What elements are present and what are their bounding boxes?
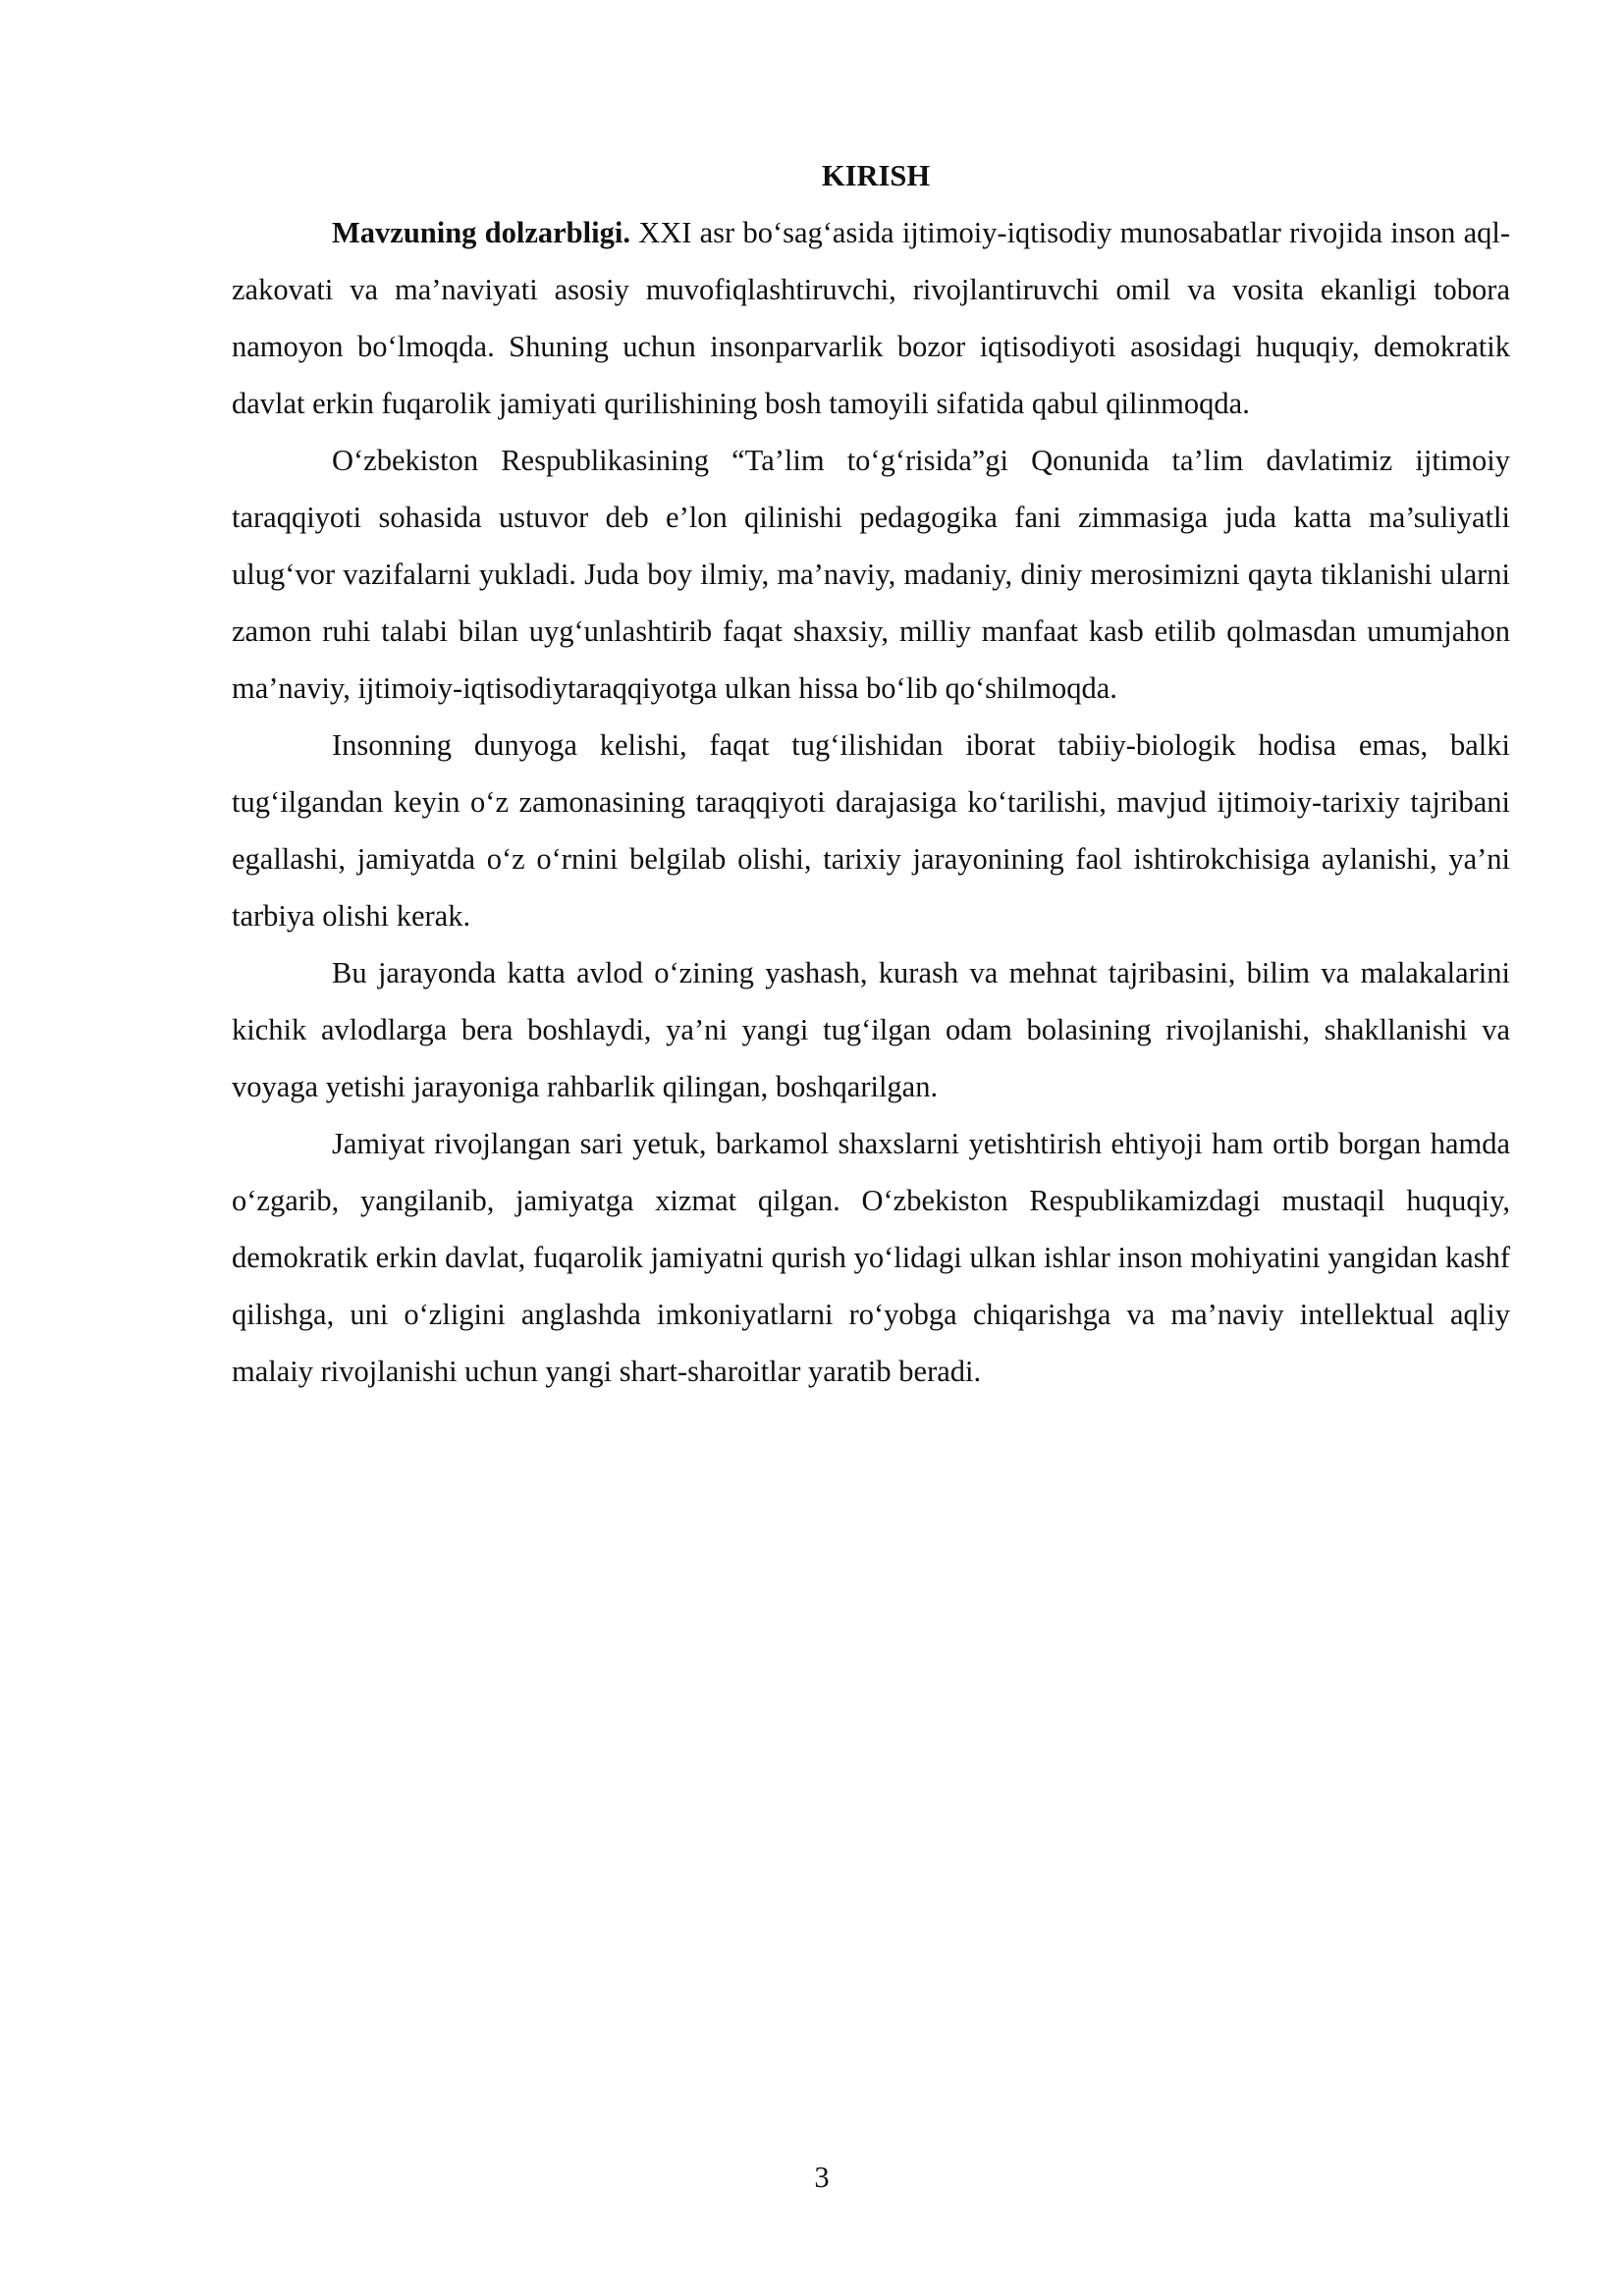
paragraph-4: Bu jarayonda katta avlod o‘zining yashash, kurash va mehnat tajribasini, bilim va malakalarini kichik avlodlarga bera boshlaydi, ya’ni yangi tug‘ilgan odam bolasining rivojlanishi, shakllanishi va voyaga yetishi jarayoniga rahbarlik qilingan, boshqarilgan. [232,956,1510,1103]
page-content [232,147,1510,1400]
paragraph-2: O‘zbekiston Respublikasining “Ta’lim to‘g‘risida”gi Qonunida ta’lim davlatimiz ijtimoiy taraqqiyoti sohasida ustuvor deb e’lon qilinishi pedagogika fani zimmasiga juda katta ma’suliyatli ulug‘vor vazifalarni yukladi. Juda boy ilmiy, ma’naviy, madaniy, diniy merosimizni qayta tiklanishi ularni zamon ruhi talabi bilan uyg‘unlashtirib faqat shaxsiy, milliy manfaat kasb etilib qolmasdan umumjahon ma’naviy, ijtimoiy-iqtisodiytaraqqiyotga ulkan hissa bo‘lib qo‘shilmoqda. [232,444,1510,705]
paragraph-3: Insonning dunyoga kelishi, faqat tug‘ilishidan iborat tabiiy-biologik hodisa emas, balki tug‘ilgandan keyin o‘z zamonasining taraqqiyoti darajasiga ko‘tarilishi, mavjud ijtimoiy-tarixiy tajribani egallashi, jamiyatda o‘z o‘rnini belgilab olishi, tarixiy jarayonining faol ishtirokchisiga aylanishi, ya’ni tarbiya olishi kerak. [232,728,1510,933]
page-number: 3 [814,2161,830,2194]
paragraph-text: XXI asr bo‘sag‘asida ijtimoiy-iqtisodiy munosabatlar rivojida inson aql-zakovati va ma’naviyati asosiy muvofiqlashtiruvchi, rivojlantiruvchi omil va vosita ekanligi tobora namoyon bo‘lmoqda. Shuning uchun insonparvarlik bozor iqtisodiyoti asosidagi huquqiy, demokratik davlat erkin fuqarolik jamiyati qurilishining bosh tamoyili sifatida qabul qilinmoqda. [232,216,1510,420]
section-heading: KIRISH [821,159,931,192]
paragraph-1 [232,204,1510,432]
paragraph-lead: Mavzuning dolzarbligi. [332,216,630,249]
paragraph-5: Jamiyat rivojlangan sari yetuk, barkamol shaxslarni yetishtirish ehtiyoji ham ortib borgan hamda o‘zgarib, yangilanib, jamiyatga xizmat qilgan. O‘zbekiston Respublikamizdagi mustaqil huquqiy, demokratik erkin davlat, fuqarolik jamiyatni qurish yo‘lidagi ulkan ishlar inson mohiyatini yangidan kashf qilishga, uni o‘zligini anglashda imkoniyatlarni ro‘yobga chiqarishga va ma’naviy intellektual aqliy malaiy rivojlanishi uchun yangi shart-sharoitlar yaratib beradi. [232,1127,1510,1388]
